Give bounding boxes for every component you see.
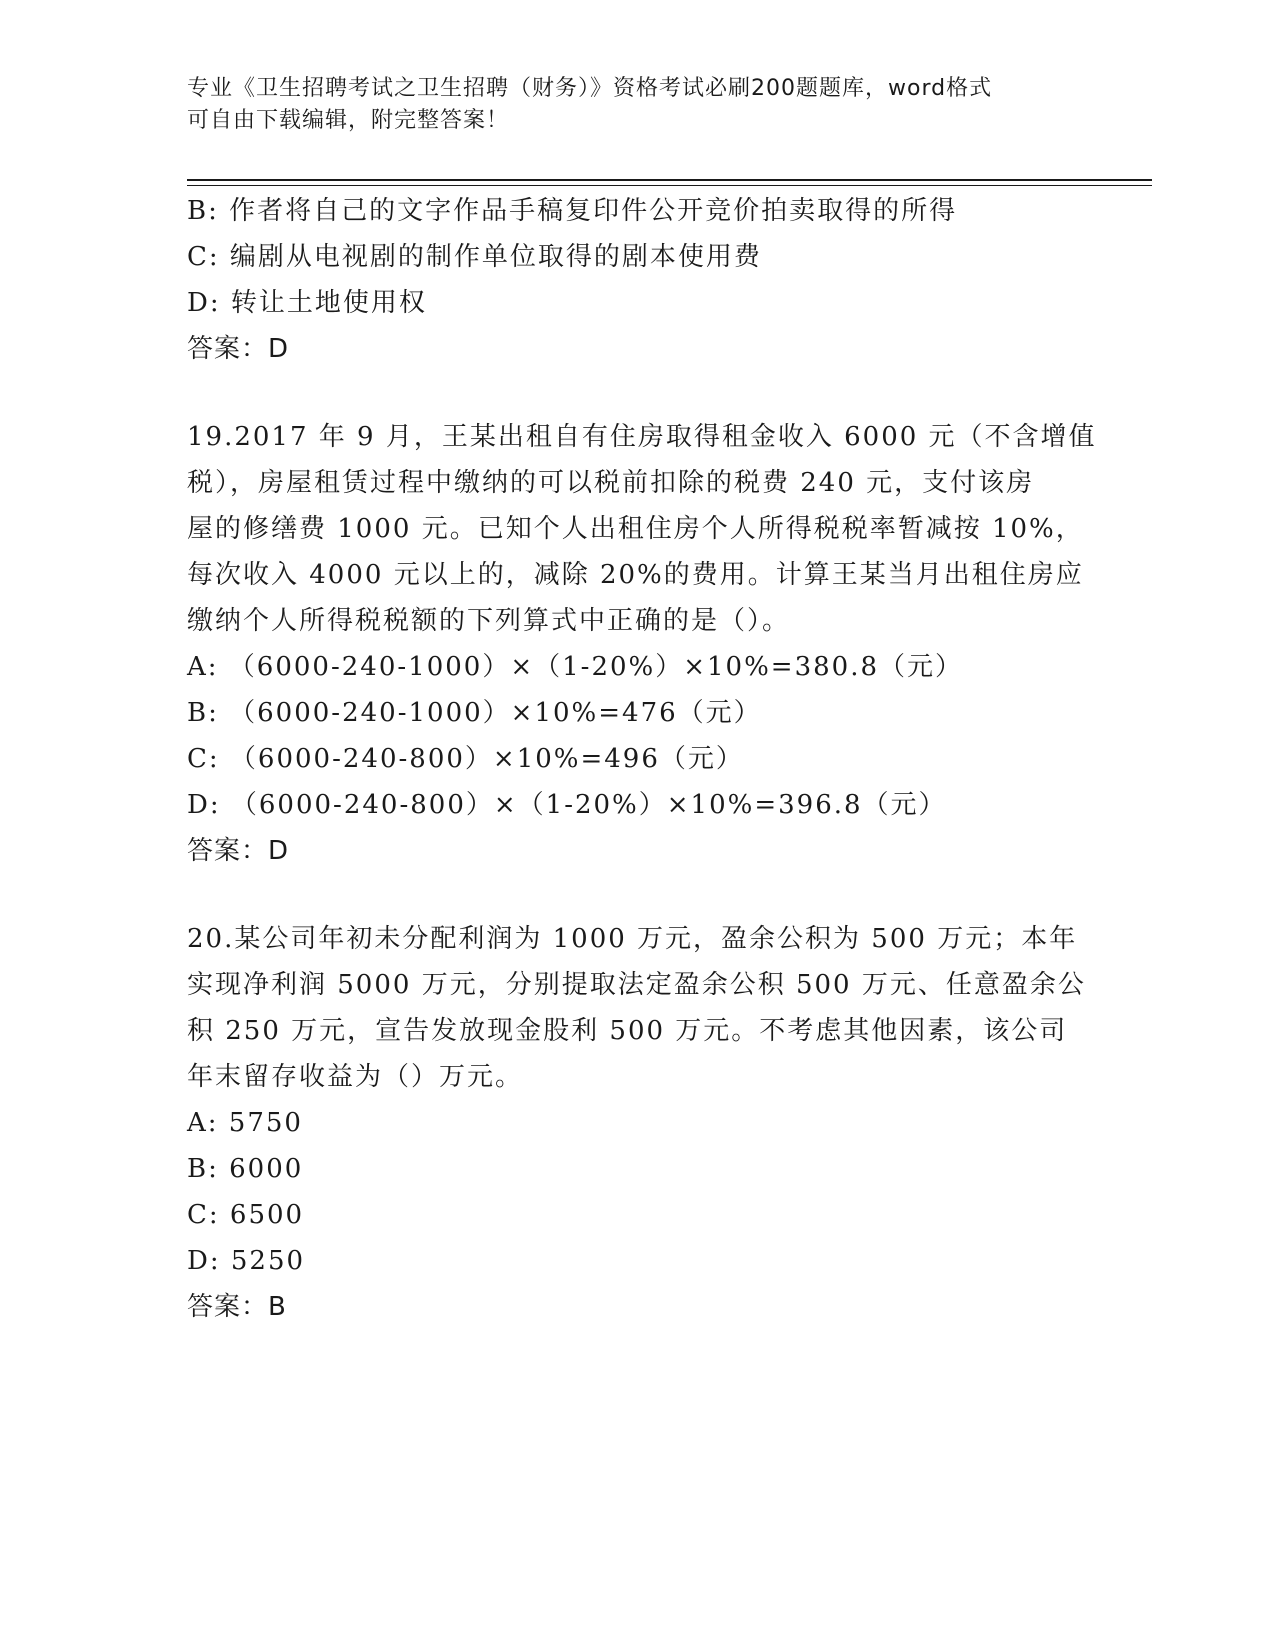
q19-stem-line: 税），房屋租赁过程中缴纳的可以税前扣除的税费 240 元，支付该房 — [187, 468, 1035, 498]
q20-option-a: A: 5750 — [187, 1108, 303, 1138]
q20-stem-line: 积 250 万元，宣告发放现金股利 500 万元。不考虑其他因素，该公司 — [187, 1016, 1068, 1046]
q19-stem-line: 屋的修缮费 1000 元。已知个人出租住房个人所得税税率暂减按 10%， — [187, 514, 1084, 544]
q19-option-b: B: （6000-240-1000）×10%=476（元） — [187, 698, 762, 728]
q19-option-a: A: （6000-240-1000）×（1-20%）×10%=380.8（元） — [187, 652, 964, 682]
q20-option-c: C: 6500 — [187, 1200, 305, 1230]
q20-option-b: B: 6000 — [187, 1154, 304, 1184]
q20-stem-line: 实现净利润 5000 万元，分别提取法定盈余公积 500 万元、任意盈余公 — [187, 970, 1086, 1000]
q19-option-d: D: （6000-240-800）×（1-20%）×10%=396.8（元） — [187, 790, 947, 820]
q20-option-d: D: 5250 — [187, 1246, 306, 1276]
q18-answer: 答案：D — [187, 334, 290, 364]
question-20 — [187, 916, 1087, 1330]
q19-answer: 答案：D — [187, 836, 290, 866]
question-19 — [187, 414, 1097, 874]
q19-stem-line: 每次收入 4000 元以上的，减除 20%的费用。计算王某当月出租住房应 — [187, 560, 1084, 590]
q18-option-b: B: 作者将自己的文字作品手稿复印件公开竞价拍卖取得的所得 — [187, 196, 958, 226]
spacer — [187, 874, 1087, 916]
header-line-2: 可自由下载编辑，附完整答案！ — [187, 108, 510, 133]
q20-stem-line: 20.某公司年初未分配利润为 1000 万元，盈余公积为 500 万元；本年 — [187, 924, 1078, 954]
q19-option-c: C: （6000-240-800）×10%=496（元） — [187, 744, 744, 774]
header-line-1: 专业《卫生招聘考试之卫生招聘（财务）》资格考试必刷200题题库，word格式 — [187, 76, 993, 101]
question-18-tail — [187, 188, 1087, 372]
q20-answer: 答案：B — [187, 1292, 287, 1322]
q18-option-c: C: 编剧从电视剧的制作单位取得的剧本使用费 — [187, 242, 762, 272]
document-body — [187, 188, 1097, 1330]
q18-option-d: D: 转让土地使用权 — [187, 288, 427, 318]
document-header — [187, 73, 1067, 137]
header-rule-thin — [187, 185, 1152, 186]
spacer — [187, 372, 1087, 414]
q19-stem-line: 缴纳个人所得税税额的下列算式中正确的是（）。 — [187, 606, 791, 636]
q19-stem-line: 19.2017 年 9 月，王某出租自有住房取得租金收入 6000 元（不含增值 — [187, 422, 1097, 452]
q20-stem-line: 年末留存收益为（）万元。 — [187, 1062, 524, 1092]
header-rule-thick — [187, 179, 1152, 181]
